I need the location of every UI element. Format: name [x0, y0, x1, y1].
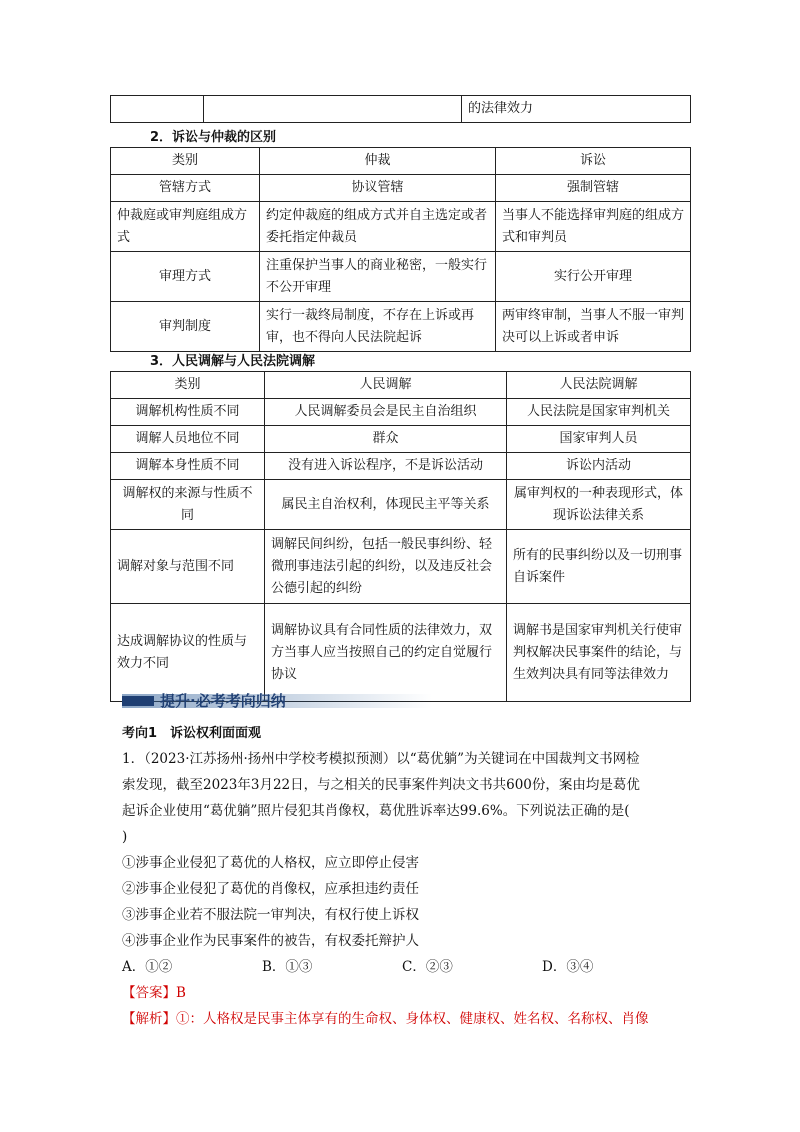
statement-2: ②涉事企业侵犯了葛优的肖像权，应承担违约责任 — [122, 881, 419, 897]
table-cell: 当事人不能选择审判庭的组成方式和审判员 — [496, 202, 691, 252]
table-cell: 属民主自治权利，体现民主平等关系 — [265, 480, 507, 530]
table-cell: 人民法院是国家审判机关 — [507, 399, 691, 426]
table-cell: 群众 — [265, 426, 507, 453]
table-cell: 达成调解协议的性质与效力不同 — [111, 604, 265, 702]
table-cell: 没有进入诉讼程序，不是诉讼活动 — [265, 453, 507, 480]
option-c: C．②③ — [402, 959, 453, 975]
table-cell: 调解机构性质不同 — [111, 399, 265, 426]
question-line: 起诉企业使用“葛优躺”照片侵犯其肖像权，葛优胜诉率达99.6%。下列说法正确的是( — [122, 803, 630, 819]
question-line: ) — [122, 829, 128, 845]
table-cell: 实行一裁终局制度，不存在上诉或再审，也不得向人民法院起诉 — [260, 302, 496, 352]
table-cell — [204, 96, 462, 123]
table-header-cell: 仲裁 — [260, 148, 496, 175]
table-cell — [111, 96, 204, 123]
table-row — [111, 530, 691, 604]
answer-label: 【答案】 — [122, 985, 176, 1001]
table-cell: 调解对象与范围不同 — [111, 530, 265, 604]
table-header-cell: 诉讼 — [496, 148, 691, 175]
analysis-text: ①：人格权是民事主体享有的生命权、身体权、健康权、姓名权、名称权、肖像 — [176, 1011, 649, 1027]
table-header-cell: 类别 — [111, 148, 260, 175]
answer-value: B — [176, 985, 186, 1001]
option-d: D．③④ — [542, 959, 594, 975]
table-row — [111, 302, 691, 352]
option-b: B．①③ — [262, 959, 313, 975]
table-cell: 两审终审制，当事人不服一审判决可以上诉或者申诉 — [496, 302, 691, 352]
table-cell: 审判制度 — [111, 302, 260, 352]
table-cell: 调解协议具有合同性质的法律效力，双方当事人应当按照自己的约定自觉履行协议 — [265, 604, 507, 702]
statement-1: ①涉事企业侵犯了葛优的人格权，应立即停止侵害 — [122, 855, 419, 871]
table-row — [111, 453, 691, 480]
topic-heading: 考向1 诉讼权利面面观 — [122, 726, 262, 741]
table-cell: 所有的民事纠纷以及一切刑事自诉案件 — [507, 530, 691, 604]
table-cell: 调解本身性质不同 — [111, 453, 265, 480]
table-cell: 注重保护当事人的商业秘密，一般实行不公开审理 — [260, 252, 496, 302]
answer-line — [122, 983, 186, 1003]
table-row — [111, 604, 691, 702]
table-cell: 诉讼内活动 — [507, 453, 691, 480]
table-header-cell: 人民调解 — [265, 372, 507, 399]
table-header-cell: 类别 — [111, 372, 265, 399]
table-cell: 调解人员地位不同 — [111, 426, 265, 453]
table-cell: 仲裁庭或审判庭组成方式 — [111, 202, 260, 252]
table-cell: 实行公开审理 — [496, 252, 691, 302]
statement-4: ④涉事企业作为民事案件的被告，有权委托辩护人 — [122, 933, 419, 949]
table-row — [111, 399, 691, 426]
table-row — [111, 175, 691, 202]
table-cell: 管辖方式 — [111, 175, 260, 202]
section-banner — [122, 690, 432, 710]
table-cell: 强制管辖 — [496, 175, 691, 202]
table-cell: 调解书是国家审判机关行使审判权解决民事案件的结论，与生效判决具有同等法律效力 — [507, 604, 691, 702]
table-row — [111, 426, 691, 453]
question-line: 1．（2023·江苏扬州·扬州中学校考模拟预测）以“葛优躺”为关键词在中国裁判文书网检 — [122, 751, 640, 767]
section-heading-2: 2．诉讼与仲裁的区别 — [150, 130, 277, 145]
table-cell: 调解民间纠纷，包括一般民事纠纷、轻微刑事违法引起的纠纷，以及违反社会公德引起的纠纷 — [265, 530, 507, 604]
table-cell: 审理方式 — [111, 252, 260, 302]
table-row — [111, 480, 691, 530]
mediation-comparison-table — [110, 371, 691, 702]
banner-title: 提升·必考考向归纳 — [160, 692, 286, 710]
table-cell: 人民调解委员会是民主自治组织 — [265, 399, 507, 426]
option-a: A．①② — [122, 959, 173, 975]
banner-bar — [122, 696, 154, 706]
statement-3: ③涉事企业若不服法院一审判决，有权行使上诉权 — [122, 907, 419, 923]
table-row — [111, 202, 691, 252]
table-cell: 国家审判人员 — [507, 426, 691, 453]
question-line: 索发现，截至2023年3月22日，与之相关的民事案件判决文书共600份，案由均是葛优 — [122, 777, 640, 793]
analysis-line — [122, 1009, 649, 1029]
table-cell: 的法律效力 — [462, 96, 691, 123]
table-header-cell: 人民法院调解 — [507, 372, 691, 399]
table-cell: 属审判权的一种表现形式，体现诉讼法律关系 — [507, 480, 691, 530]
litigation-vs-arbitration-table — [110, 147, 691, 352]
table-cell: 约定仲裁庭的组成方式并自主选定或者委托指定仲裁员 — [260, 202, 496, 252]
analysis-label: 【解析】 — [122, 1011, 176, 1027]
section-heading-3: 3．人民调解与人民法院调解 — [150, 354, 316, 369]
table-cell: 协议管辖 — [260, 175, 496, 202]
table-cell: 调解权的来源与性质不同 — [111, 480, 265, 530]
table-fragment-top — [110, 95, 691, 123]
table-row — [111, 252, 691, 302]
